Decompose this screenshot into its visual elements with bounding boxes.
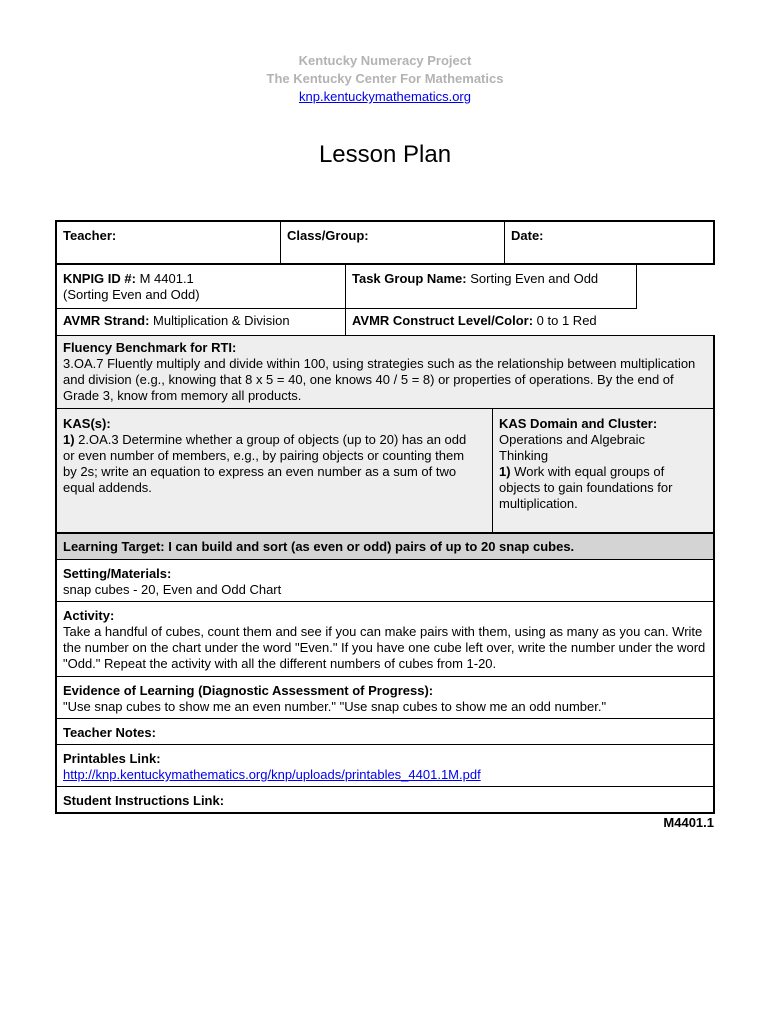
fluency-label: Fluency Benchmark for RTI:	[63, 340, 237, 355]
avmr-construct-label: AVMR Construct Level/Color:	[352, 313, 534, 328]
avmr-construct-cell	[346, 307, 636, 335]
table-border	[713, 335, 715, 814]
avmr-strand-cell	[57, 307, 345, 335]
printables-link[interactable]: http://knp.kentuckymathematics.org/knp/uploads/printables_4401.1M.pdf	[63, 767, 481, 782]
printables-cell	[57, 745, 713, 789]
activity-cell	[57, 602, 713, 678]
activity-label: Activity:	[63, 608, 115, 623]
kas-domain-label: KAS Domain and Cluster:	[499, 416, 658, 431]
header-center: The Kentucky Center For Mathematics	[266, 71, 504, 86]
fluency-cell	[57, 336, 713, 408]
kas-domain-line2: Thinking	[499, 448, 549, 463]
teacher-label: Teacher:	[63, 228, 117, 243]
avmr-construct-value: 0 to 1 Red	[533, 313, 597, 328]
learning-target: Learning Target: I can build and sort (as even or odd) pairs of up to 20 snap cubes.	[57, 534, 713, 559]
table-border	[713, 220, 715, 265]
header-org: Kentucky Numeracy Project	[298, 53, 472, 68]
teacher-notes-label: Teacher Notes:	[63, 725, 156, 740]
knpig-cell	[57, 265, 345, 309]
setting-text: snap cubes - 20, Even and Odd Chart	[63, 582, 282, 597]
evidence-label: Evidence of Learning (Diagnostic Assessment of Progress):	[63, 683, 434, 698]
printables-label: Printables Link:	[63, 751, 161, 766]
knpig-value: M 4401.1	[135, 271, 194, 286]
class-group-label: Class/Group:	[287, 228, 369, 243]
header-website-link[interactable]: knp.kentuckymathematics.org	[299, 89, 471, 104]
avmr-strand-value: Multiplication & Division	[149, 313, 290, 328]
kas-domain-cell	[493, 409, 713, 532]
evidence-cell	[57, 677, 713, 721]
setting-label: Setting/Materials:	[63, 566, 172, 581]
student-instructions-label: Student Instructions Link:	[63, 793, 225, 808]
kas-num: 1)	[63, 432, 75, 447]
footer-code: M4401.1	[663, 815, 714, 830]
fluency-text: 3.OA.7 Fluently multiply and divide within 100, using strategies such as the relationship between multiplication and division (e.g., knowing that 8 x 5 = 40, one knows 40 / 5 = 8) or properties of operations. By the end of Grade 3, know from memory all products.	[63, 356, 696, 403]
knpig-label: KNPIG ID #:	[63, 271, 136, 286]
task-group-cell	[346, 265, 636, 293]
page-title: Lesson Plan	[318, 141, 452, 168]
table-border	[636, 265, 637, 309]
setting-cell	[57, 560, 713, 604]
task-group-label: Task Group Name:	[352, 271, 467, 286]
avmr-strand-label: AVMR Strand:	[63, 313, 150, 328]
kas-standard	[63, 432, 486, 496]
task-group-value: Sorting Even and Odd	[466, 271, 599, 286]
kas-domain-cluster	[499, 464, 707, 512]
header-link-wrap	[0, 89, 770, 104]
kas-cell	[57, 409, 492, 532]
activity-text: Take a handful of cubes, count them and see if you can make pairs with them, using as many as you can. Write the number on the chart under the word "Even." If you have one cube left over, write the number under the word "Odd." Repeat the activity with all the different numbers of cubes from 1-20.	[63, 624, 706, 671]
kas-domain-text: Work with equal groups of objects to gain foundations for multiplication.	[499, 464, 673, 511]
kas-domain-num: 1)	[499, 464, 511, 479]
kas-label: KAS(s):	[63, 416, 111, 431]
date-label: Date:	[511, 228, 544, 243]
kas-text: 2.OA.3 Determine whether a group of objects (up to 20) has an odd or even number of members, e.g., by pairing objects or counting them by 2s; write an equation to express an even number as a sum of two equal addends.	[63, 432, 467, 495]
evidence-text: "Use snap cubes to show me an even number." "Use snap cubes to show me an odd number."	[63, 699, 607, 714]
kas-domain-line1: Operations and Algebraic	[499, 432, 645, 447]
knpig-subvalue: (Sorting Even and Odd)	[63, 287, 200, 302]
